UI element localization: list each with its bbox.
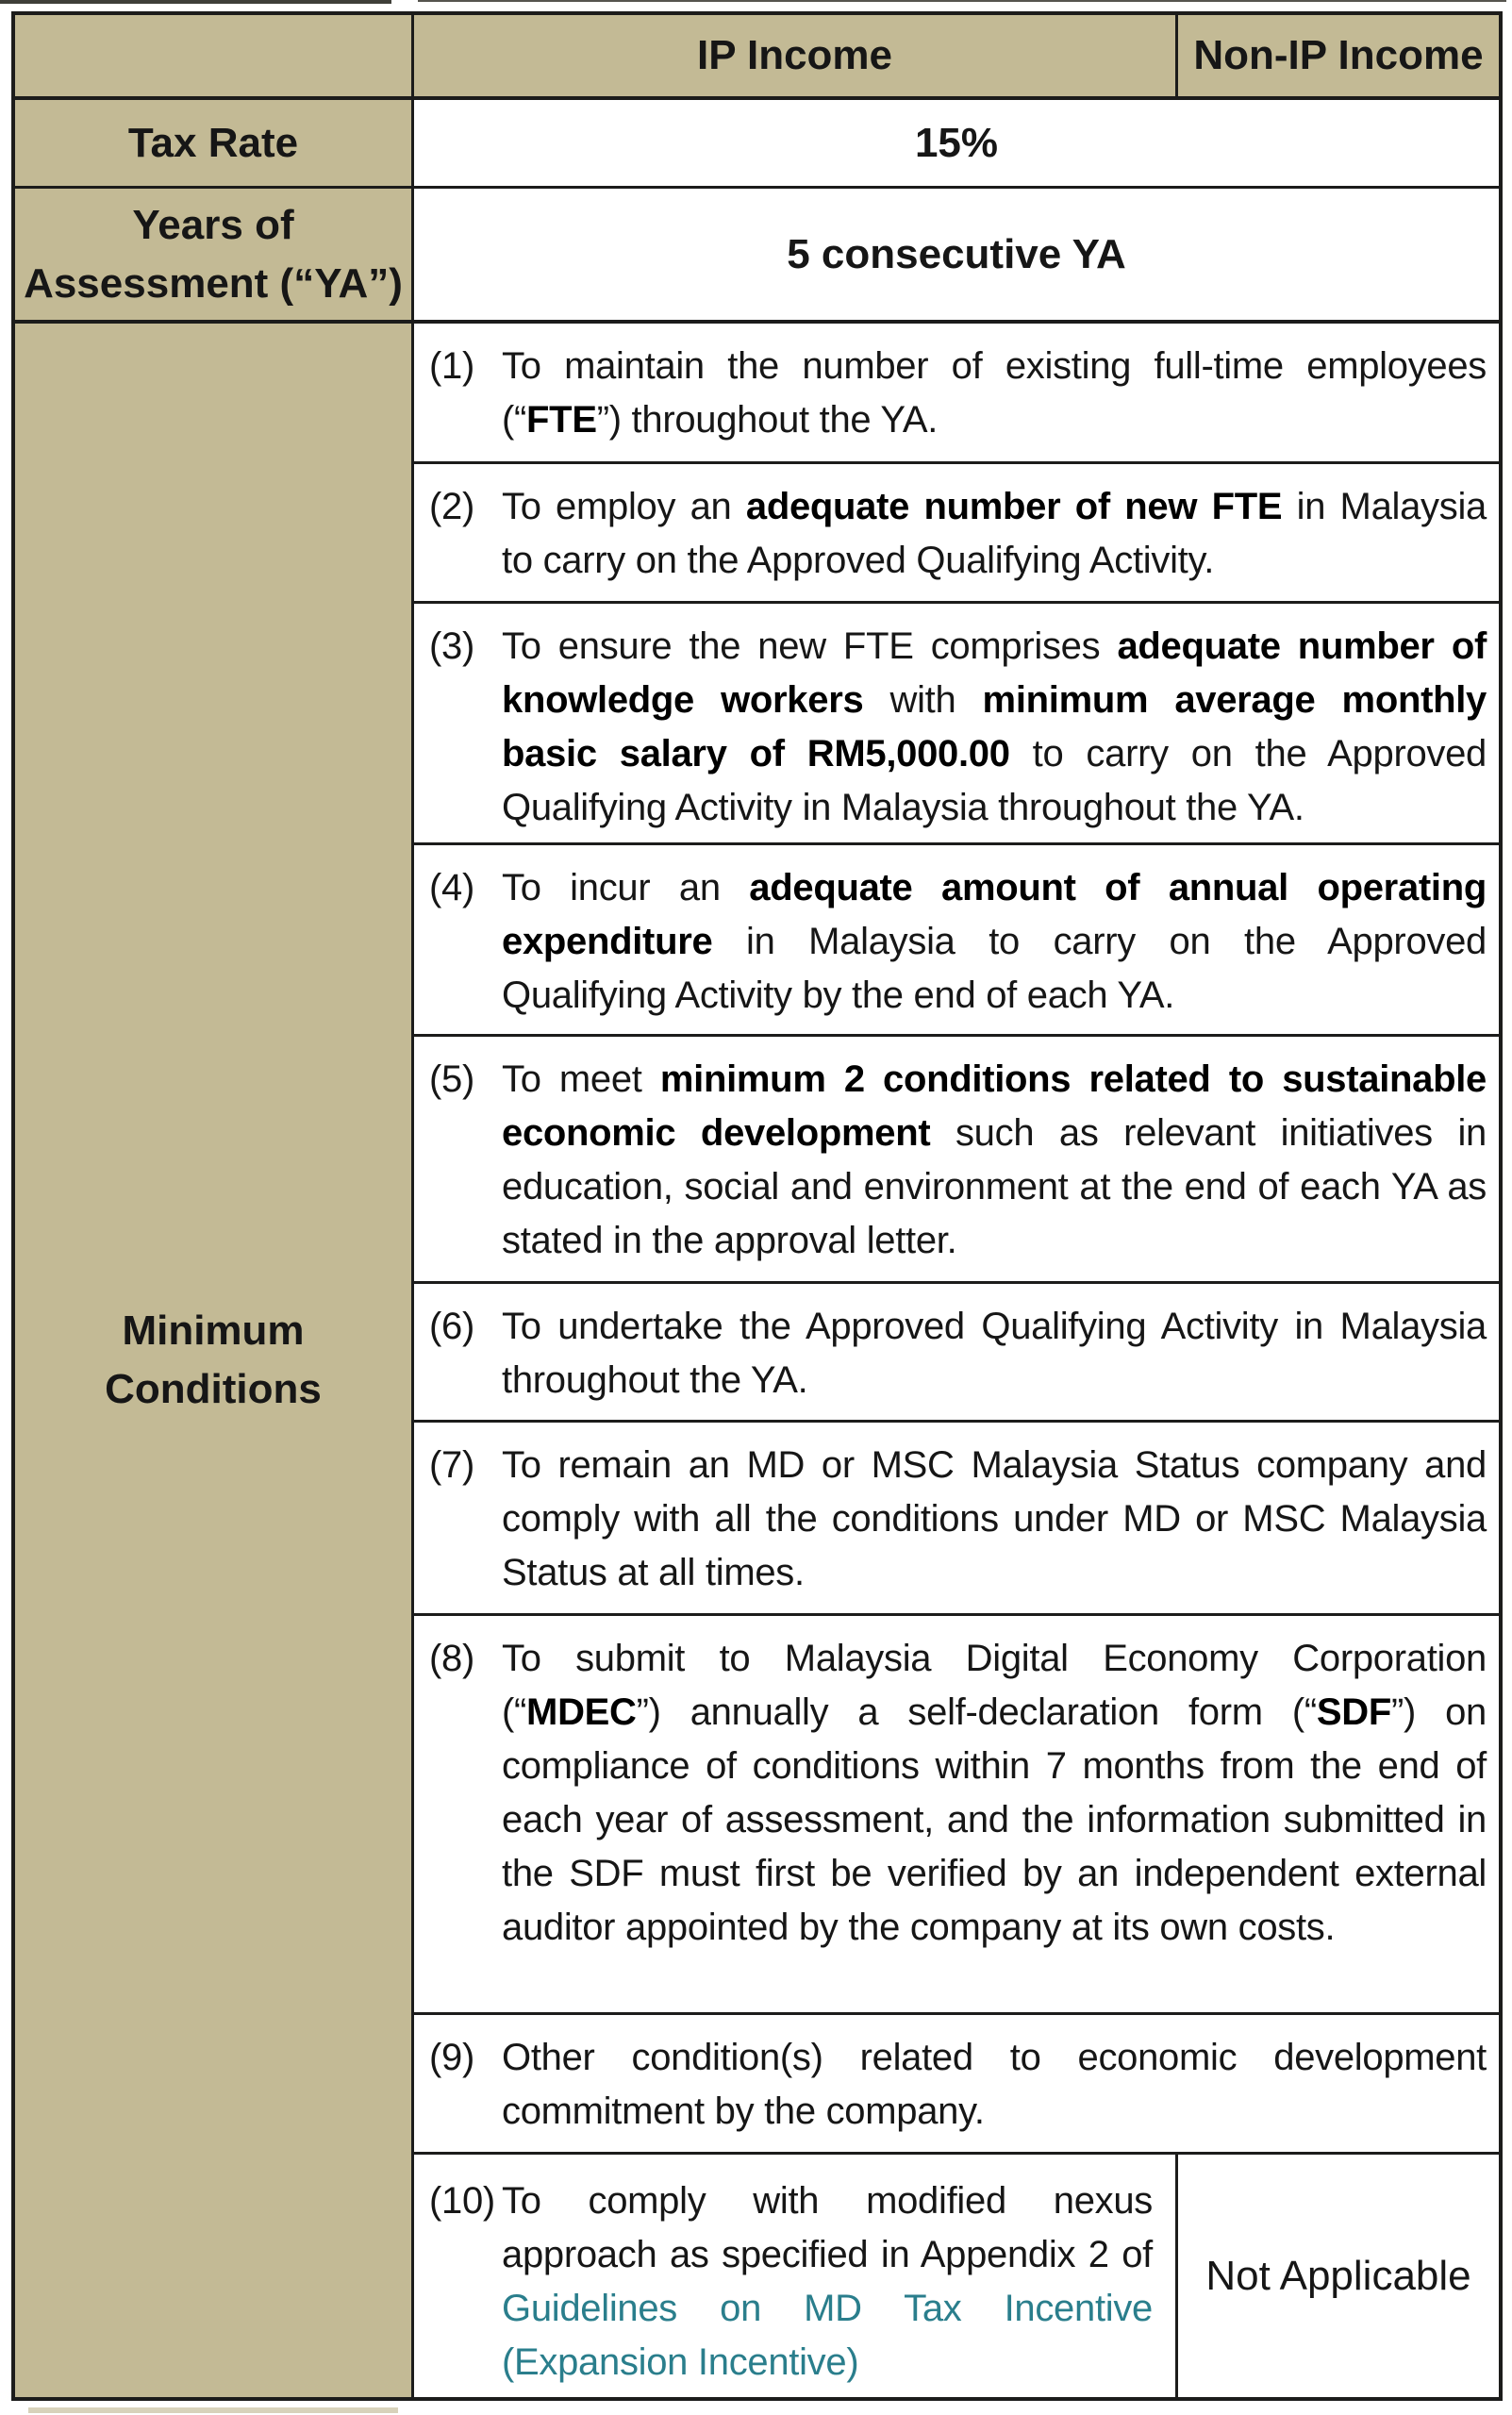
years-of-assessment-row <box>15 189 1499 324</box>
condition-row-7 <box>414 1423 1499 1616</box>
minimum-conditions-row <box>15 324 1499 2397</box>
condition-text-bold: adequate number of knowledge workers <box>502 625 1487 721</box>
minimum-conditions-label-line2: Conditions <box>105 1366 322 1412</box>
condition-text: Other condition(s) related to economic development commitment by the company. <box>502 2037 1487 2132</box>
header-cell-ip-income: IP Income <box>414 15 1178 96</box>
clipped-element-top-right <box>418 0 1506 2</box>
condition-row-2 <box>414 464 1499 604</box>
minimum-conditions-label-line1: Minimum <box>122 1307 305 1354</box>
tax-rate-row <box>15 100 1499 189</box>
condition-text-bold: adequate number of new FTE <box>745 486 1283 527</box>
guidelines-link[interactable]: Guidelines on MD Tax Incentive (Expansion Incentive) <box>502 2288 1153 2383</box>
condition-text: To undertake the Approved Qualifying Activity in Malaysia throughout the YA. <box>502 1306 1487 1401</box>
condition-text-bold: FTE <box>526 399 597 441</box>
ya-label-cell <box>15 189 414 320</box>
condition-text: To comply with modified nexus approach as specified in Appendix 2 of Guidelines on MD Tax Incentive (Expansion Incentive) <box>502 2180 1153 2383</box>
ya-label-line2: Assessment (“YA”) <box>24 259 403 307</box>
clipped-element-bottom <box>28 2407 398 2413</box>
condition-number: (5) <box>429 1058 474 1100</box>
condition-text-bold: minimum 2 conditions related to sustainable economic development <box>502 1058 1487 1154</box>
condition-text: To ensure the new FTE comprises adequate number of knowledge workers with minimum average monthly basic salary of RM5,000.00 to carry on the Approved Qualifying Activity in Malaysia throughout the YA. <box>502 625 1487 828</box>
condition-row-5 <box>414 1037 1499 1284</box>
tax-rate-label-cell: Tax Rate <box>15 100 414 186</box>
condition-text: To remain an MD or MSC Malaysia Status company and comply with all the conditions under MD or MSC Malaysia Status at all times. <box>502 1444 1487 1593</box>
condition-number: (3) <box>429 625 474 667</box>
condition-text: To employ an adequate number of new FTE in Malaysia to carry on the Approved Qualifying Activity. <box>502 486 1487 581</box>
minimum-conditions-label-cell <box>15 324 414 2397</box>
condition-row-1 <box>414 324 1499 464</box>
condition-number: (8) <box>429 1638 474 1679</box>
condition-text-bold: adequate amount of annual operating expenditure <box>502 867 1487 962</box>
condition-text-bold: minimum average monthly basic salary of RM5,000.00 <box>502 679 1487 774</box>
condition-number: (6) <box>429 1306 474 1347</box>
condition-text: To submit to Malaysia Digital Economy Corporation (“MDEC”) annually a self-declaration form (“SDF”) on compliance of conditions within 7 months from the end of each year of assessment, and the information submitted in the SDF must first be verified by an independent external auditor appointed by the company at its own costs. <box>502 1638 1487 1948</box>
condition-number: (7) <box>429 1444 474 1486</box>
conditions-list <box>414 324 1499 2397</box>
not-applicable-cell: Not Applicable <box>1205 2252 1471 2299</box>
condition-row-4 <box>414 845 1499 1037</box>
header-row <box>15 15 1499 100</box>
condition-number: (2) <box>429 486 474 527</box>
tax-rate-value-cell: 15% <box>414 100 1499 186</box>
condition-text-bold: MDEC <box>526 1691 637 1733</box>
header-cell-empty <box>15 15 414 96</box>
condition-row-8 <box>414 1616 1499 2015</box>
condition-row-6 <box>414 1284 1499 1423</box>
condition-text: To incur an adequate amount of annual operating expenditure in Malaysia to carry on the Approved Qualifying Activity by the end of each YA. <box>502 867 1487 1016</box>
condition-text-bold: SDF <box>1316 1691 1391 1733</box>
condition-number: (1) <box>429 345 474 387</box>
condition-number: (10) <box>429 2180 495 2222</box>
condition-row-10 <box>414 2155 1499 2397</box>
condition-number: (9) <box>429 2037 474 2078</box>
condition-number: (4) <box>429 867 474 908</box>
ya-value-cell: 5 consecutive YA <box>414 189 1499 320</box>
condition-row-9 <box>414 2015 1499 2155</box>
clipped-element-top-left <box>0 0 391 4</box>
condition-10-text-cell <box>414 2155 1178 2397</box>
condition-row-3 <box>414 604 1499 845</box>
ya-label-line1: Years of <box>132 201 294 248</box>
condition-text: To maintain the number of existing full-time employees (“FTE”) throughout the YA. <box>502 345 1487 441</box>
header-cell-non-ip-income: Non-IP Income <box>1178 15 1499 96</box>
condition-text: To meet minimum 2 conditions related to sustainable economic development such as relevant initiatives in education, social and environment at the end of each YA as stated in the approval letter. <box>502 1058 1487 1261</box>
tax-incentive-table <box>11 11 1503 2401</box>
